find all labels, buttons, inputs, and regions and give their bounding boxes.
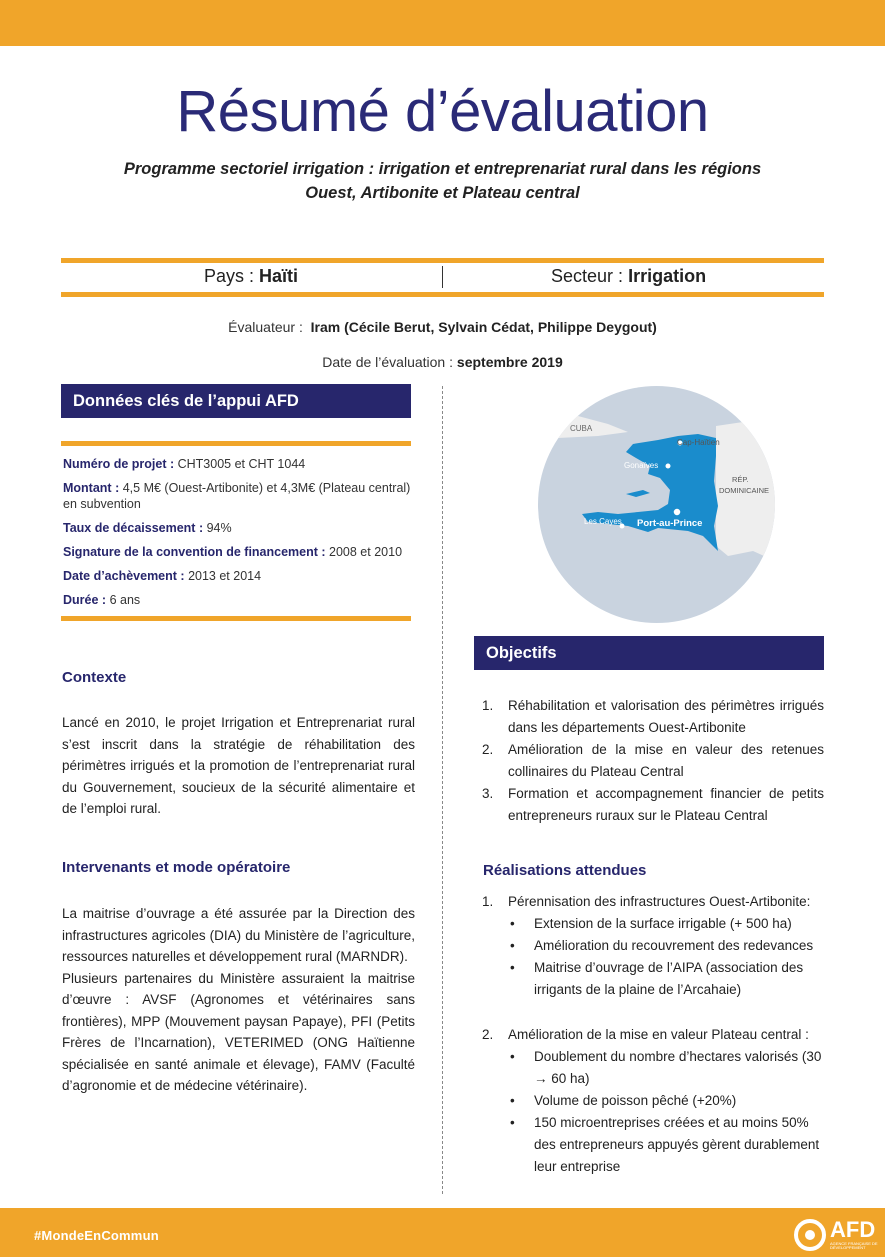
date-line bbox=[0, 354, 885, 370]
date-value: septembre 2019 bbox=[456, 354, 563, 370]
map-label-gonaives: Gonaïves bbox=[624, 461, 659, 470]
key-label: Date d’achèvement : bbox=[63, 569, 185, 583]
objectif-number: 2. bbox=[482, 742, 494, 757]
map-label-cap-haitien: Cap-Haïtien bbox=[677, 438, 720, 447]
intervenants-text bbox=[62, 903, 415, 1097]
bullet-text: Volume de poisson pêché (+20%) bbox=[534, 1093, 737, 1108]
bullet-text: Doublement du nombre d’hectares valorisés (30 → 60 ha) bbox=[534, 1049, 822, 1086]
gonaives-marker bbox=[666, 464, 671, 469]
secteur-label: Secteur : bbox=[551, 266, 624, 286]
objectif-text: Amélioration de la mise en valeur des retenues collinaires du Plateau Central bbox=[508, 742, 824, 779]
evaluateur-line bbox=[0, 319, 885, 335]
bullet-text: 150 microentreprises créées et au moins 50% des entrepreneurs appuyés gèrent durablement leur entreprise bbox=[534, 1115, 820, 1174]
bullet-text: Maitrise d’ouvrage de l’AIPA (association des irrigants de la plaine de l’Arcahaie) bbox=[534, 960, 804, 997]
objectif-item bbox=[474, 739, 824, 783]
subtitle-line-1: Programme sectoriel irrigation : irrigation et entreprenariat rural dans les régions bbox=[123, 160, 762, 178]
pays-label: Pays : bbox=[204, 266, 255, 286]
key-item-amount bbox=[63, 480, 413, 512]
date-label: Date de l’évaluation : bbox=[322, 354, 454, 370]
evaluateur-value: Iram (Cécile Berut, Sylvain Cédat, Philippe Deygout) bbox=[310, 319, 657, 335]
key-label: Durée : bbox=[63, 593, 107, 607]
objectif-number: 1. bbox=[482, 698, 494, 713]
footer-hashtag: #MondeEnCommun bbox=[34, 1228, 159, 1243]
key-value: 2008 et 2010 bbox=[329, 545, 403, 559]
contexte-text: Lancé en 2010, le projet Irrigation et Entreprenariat rural s’est inscrit dans la stratégie de réhabilitation des périmètres irrigués et la promotion de l’entreprenariat rural du Gouvernement, soucieux de la sécurité alimentaire et de l’emploi rural. bbox=[62, 715, 415, 816]
afd-logo-subtext: AGENCE FRANÇAISE DE DÉVELOPPEMENT bbox=[830, 1241, 878, 1250]
key-item-disbursement bbox=[63, 520, 413, 536]
realisation-bullet bbox=[474, 957, 824, 1001]
key-value: CHT3005 et CHT 1044 bbox=[177, 457, 306, 471]
realisation-group-title bbox=[474, 891, 824, 913]
objectif-item bbox=[474, 783, 824, 827]
key-value: 6 ans bbox=[109, 593, 141, 607]
bullet-text: Extension de la surface irrigable (+ 500 ha) bbox=[534, 916, 792, 931]
realisations-heading: Réalisations attendues bbox=[483, 862, 647, 879]
map-label-cuba: CUBA bbox=[570, 424, 593, 433]
evaluateur-label: Évaluateur : bbox=[228, 319, 303, 335]
realisation-bullet bbox=[474, 1112, 824, 1178]
intervenants-paragraph-2: Plusieurs partenaires du Ministère assuraient la maitrise d’œuvre : AVSF (Agronomes et vétérinaires sans frontières), MPP (Mouvement paysan Papaye), PFI (Petits Frères de l’Incarnation), VETERIMED (ONG Haïtienne spécialisée en santé animale et élevage), FAMV (Faculté d’agronomie et de médecine vétérinaire). bbox=[62, 970, 415, 1093]
meta-separator bbox=[442, 266, 443, 288]
bullet-icon: • bbox=[510, 1093, 515, 1108]
realisation-number: 2. bbox=[482, 1027, 494, 1042]
bullet-icon: • bbox=[510, 1115, 515, 1130]
realisation-bullet bbox=[474, 1046, 824, 1090]
intervenants-paragraph-1: La maitrise d’ouvrage a été assurée par la Direction des infrastructures agricoles (DIA) du Ministère de l’agriculture, ressources naturelles et développement rural (MARNDR). bbox=[62, 906, 415, 964]
map-label-dominicaine: DOMINICAINE bbox=[719, 486, 770, 495]
objectif-text: Réhabilitation et valorisation des périmètres irrigués dans les départements Ouest-Artibonite bbox=[508, 698, 824, 735]
key-item-project-number bbox=[63, 456, 413, 472]
map-label-les-cayes: Les Cayes bbox=[584, 517, 622, 526]
objectif-text: Formation et accompagnement financier de petits entrepreneurs ruraux sur le Plateau Central bbox=[508, 786, 824, 823]
key-item-duration bbox=[63, 592, 413, 608]
top-banner bbox=[0, 0, 885, 46]
realisation-title: Pérennisation des infrastructures Ouest-Artibonite: bbox=[508, 894, 811, 909]
realisation-bullet bbox=[474, 913, 824, 935]
objectifs-heading: Objectifs bbox=[474, 636, 824, 670]
key-data-heading: Données clés de l’appui AFD bbox=[61, 384, 411, 418]
key-data-rule-top bbox=[61, 441, 411, 446]
objectif-item bbox=[474, 695, 824, 739]
column-separator bbox=[442, 386, 443, 1194]
key-label: Numéro de projet : bbox=[63, 457, 175, 471]
key-item-signature bbox=[63, 544, 413, 560]
key-data-list bbox=[63, 456, 413, 616]
bullet-icon: • bbox=[510, 960, 515, 975]
realisation-bullet bbox=[474, 1090, 824, 1112]
realisation-title: Amélioration de la mise en valeur Plateau central : bbox=[508, 1027, 809, 1042]
haiti-map bbox=[538, 386, 775, 623]
map-label-rep: RÉP. bbox=[732, 475, 749, 484]
key-label: Signature de la convention de financement : bbox=[63, 545, 326, 559]
key-value: 94% bbox=[206, 521, 232, 535]
key-data-rule-bottom bbox=[61, 616, 411, 621]
key-label: Montant : bbox=[63, 481, 120, 495]
page-title: Résumé d’évaluation bbox=[176, 79, 709, 144]
key-item-completion bbox=[63, 568, 413, 584]
bullet-icon: • bbox=[510, 938, 515, 953]
key-value: 4,5 M€ (Ouest-Artibonite) et 4,3M€ (Plateau central) en subvention bbox=[63, 481, 411, 511]
port-au-prince-marker bbox=[673, 508, 681, 516]
afd-logo-icon bbox=[792, 1217, 828, 1253]
map-label-port-au-prince: Port-au-Prince bbox=[637, 518, 703, 529]
realisation-bullet bbox=[474, 935, 824, 957]
secteur-field bbox=[551, 266, 706, 287]
secteur-value: Irrigation bbox=[628, 266, 707, 286]
page-subtitle bbox=[60, 157, 825, 205]
divider-top bbox=[61, 258, 824, 263]
realisation-number: 1. bbox=[482, 894, 494, 909]
pays-field bbox=[204, 266, 298, 287]
pays-value: Haïti bbox=[259, 266, 299, 286]
key-value: 2013 et 2014 bbox=[188, 569, 262, 583]
contexte-heading: Contexte bbox=[62, 669, 127, 686]
bullet-text: Amélioration du recouvrement des redevances bbox=[534, 938, 814, 953]
realisations-list bbox=[474, 891, 824, 1178]
divider-bottom bbox=[61, 292, 824, 297]
realisation-group-title bbox=[474, 1024, 824, 1046]
bullet-icon: • bbox=[510, 1049, 515, 1064]
afd-logo-text: AFD bbox=[830, 1217, 876, 1242]
subtitle-line-2: Ouest, Artibonite et Plateau central bbox=[305, 184, 580, 202]
intervenants-heading: Intervenants et mode opératoire bbox=[62, 859, 291, 876]
key-label: Taux de décaissement : bbox=[63, 521, 204, 535]
objectifs-list bbox=[474, 695, 824, 827]
bullet-icon: • bbox=[510, 916, 515, 931]
objectif-number: 3. bbox=[482, 786, 494, 801]
